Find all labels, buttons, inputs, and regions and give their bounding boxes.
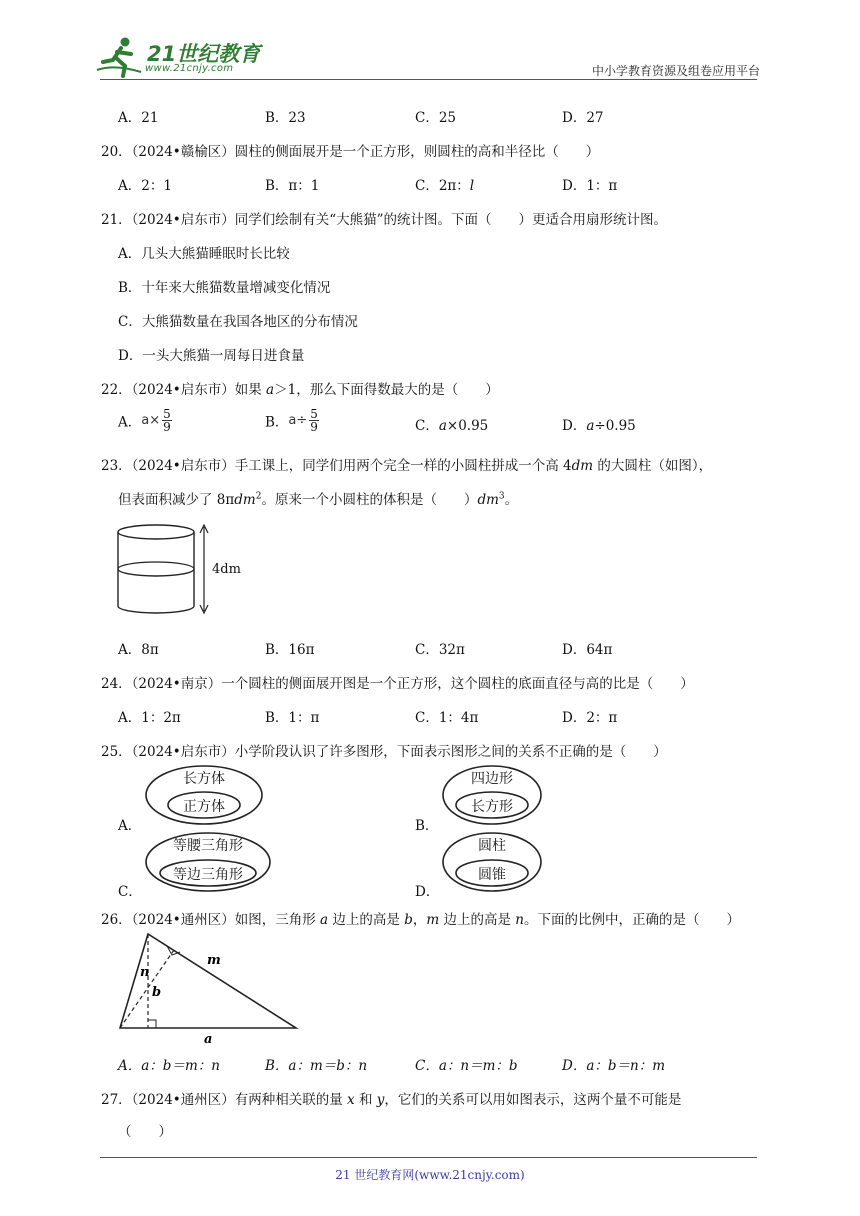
q22-option-b: B．a÷ $\frac{5}{9}$ [265,407,318,434]
footer-divider [100,1157,757,1158]
q21-option-b: B．十年来大熊猫数量增减变化情况 [118,280,331,296]
q21-option-d: D．一头大熊猫一周每日进食量 [118,348,305,364]
q25-option-c-label: C． [118,884,142,900]
q23-figure-label: 4dm [212,562,241,577]
header-divider [100,79,757,80]
logo-brand: 21世纪教育 [147,42,261,66]
q23-option-b: B．16π [265,642,315,658]
q21-option-a: A．几头大熊猫睡眠时长比较 [118,246,290,262]
q25-option-a-label: A． [118,818,142,834]
q21-stem: 21．（2024•启东市）同学们绘制有关“大熊猫”的统计图。下面（ ）更适合用扇形统计图。 [101,212,668,228]
q25-option-a-inner: 正方体 [183,799,225,815]
q23-stem-line2: 但表面积减少了 8πdm$^2$。原来一个小圆柱的体积是（ ）$dm^3$。 [118,491,519,508]
q26-option-b: B．a：m＝b：n [265,1058,368,1074]
q20-stem: 20．（2024•赣榆区）圆柱的侧面展开是一个正方形，则圆柱的高和半径比（ ） [101,144,600,160]
q26-stem: 26．（2024•通州区）如图，三角形 a 边上的高是 b，m 边上的高是 n。下面的比例中，正确的是（ ） [101,912,740,928]
q22-option-a: A．a× $\frac{5}{9}$ [118,407,171,434]
q23-cylinder-figure [114,522,244,617]
header-platform-text: 中小学教育资源及组卷应用平台 [591,64,760,78]
q26-option-c: C．a：n＝m：b [415,1058,518,1074]
q23-option-c: C．32π [415,642,465,658]
q24-option-b: B．1：π [265,710,320,726]
footer-text: 21 世纪教育网(www.21cnjy.com) [335,1168,525,1182]
q25-option-c-inner: 等边三角形 [173,867,243,883]
q23-option-d: D．64π [562,642,613,658]
q26-fig-label-a: a [204,1032,213,1046]
q25-option-d-outer: 圆柱 [478,838,506,854]
q25-option-d-label: D． [415,884,440,900]
q22-stem: 22．（2024•启东市）如果 a＞1，那么下面得数最大的是（ ） [101,382,499,398]
q26-fig-label-m: m [207,953,221,968]
q19-option-a: A．21 [118,110,159,126]
q27-stem: 27．（2024•通州区）有两种相关联的量 x 和 y，它们的关系可以用如图表示，这两个量不可能是 [101,1092,682,1108]
q26-fig-label-n: n [140,965,150,980]
q19-option-c: C．25 [415,110,457,126]
q20-option-d: D．1：π [562,178,618,194]
q19-option-d: D．27 [562,110,604,126]
q25-stem: 25．（2024•启东市）小学阶段认识了许多图形，下面表示图形之间的关系不正确的是（ ） [101,744,667,760]
q25-option-b-outer: 四边形 [471,771,513,787]
logo-url: www.21cnjy.com [145,63,234,74]
q24-option-c: C．1：4π [415,710,479,726]
q25-option-b-label: B． [415,818,439,834]
q22-option-d: D．a÷0.95 [562,418,636,434]
q24-option-d: D．2：π [562,710,618,726]
q26-triangle-figure [112,928,302,1046]
q26-option-d: D．a：b＝n：m [562,1058,666,1074]
logo [95,36,265,78]
q25-option-a-outer: 长方体 [183,771,225,787]
q23-option-a: A．8π [118,642,159,658]
q25-option-d-inner: 圆锥 [478,867,506,883]
q24-stem: 24．（2024•南京）一个圆柱的侧面展开图是一个正方形，这个圆柱的底面直径与高的比是（ ） [101,676,694,692]
q24-option-a: A．1：2π [118,710,181,726]
q20-option-a: A．2：1 [118,178,172,194]
q19-option-b: B．23 [265,110,306,126]
q23-stem-line1: 23．（2024•启东市）手工课上，同学们用两个完全一样的小圆柱拼成一个高 4dm 的大圆柱（如图）， [101,458,713,474]
q20-option-c: C．2π：l [415,178,475,194]
q21-option-c: C．大熊猫数量在我国各地区的分布情况 [118,314,358,330]
q26-fig-label-b: b [152,985,162,1000]
q22-option-c: C．a×0.95 [415,418,489,434]
q20-option-b: B．π：1 [265,178,320,194]
runner-logo-icon [95,36,145,78]
q25-option-c-outer: 等腰三角形 [173,838,243,854]
q25-option-b-inner: 长方形 [471,799,513,815]
q27-answer-paren: （ ） [118,1124,172,1140]
q26-option-a: A．a：b＝m：n [118,1058,220,1074]
